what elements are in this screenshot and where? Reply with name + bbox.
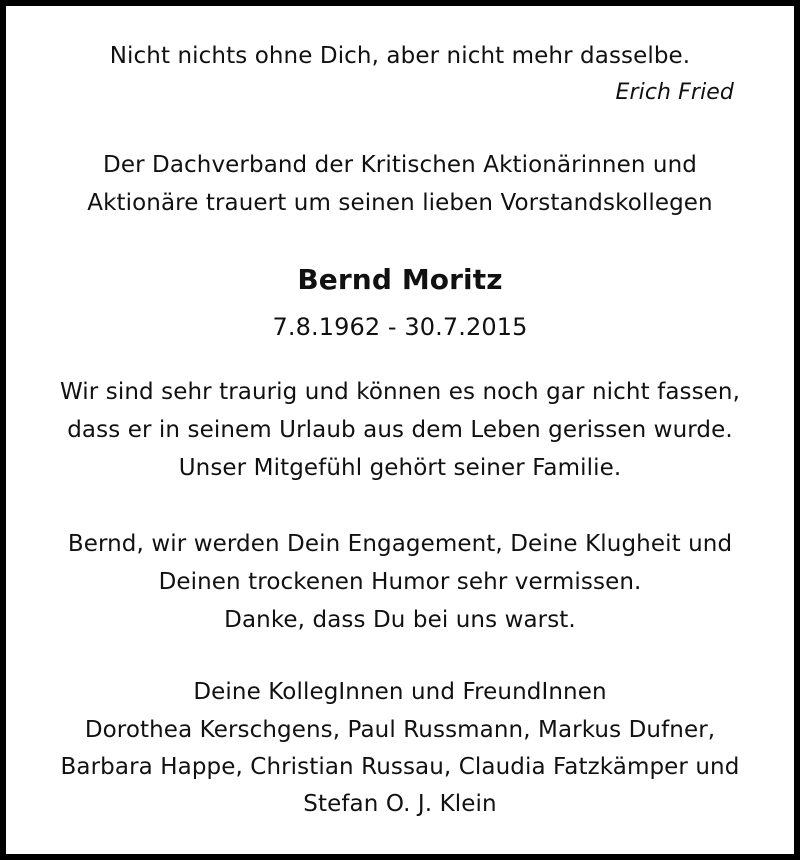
message-line-2: dass er in seinem Urlaub aus dem Leben gerissen wurde. [67,417,733,443]
life-dates: 7.8.1962 - 30.7.2015 [272,313,528,341]
farewell-line-3: Danke, dass Du bei uns warst. [224,607,576,633]
signature-line-2: Dorothea Kerschgens, Paul Russmann, Markus Dufner, [84,717,716,743]
message-line-3: Unser Mitgefühl gehört seiner Familie. [178,455,622,481]
quote-text: Nicht nichts ohne Dich, aber nicht mehr dasselbe. [109,43,691,69]
intro-line-2: Aktionäre trauert um seinen lieben Vorstandskollegen [87,190,713,216]
quote-author: Erich Fried [615,80,734,105]
intro-line-1: Der Dachverband der Kritischen Aktionärinnen und [103,152,697,178]
farewell-line-2: Deinen trockenen Humor sehr vermissen. [158,569,642,595]
message-line-1: Wir sind sehr traurig und können es noch gar nicht fassen, [59,379,741,405]
signature-line-1: Deine KollegInnen und FreundInnen [193,679,607,705]
farewell-line-1: Bernd, wir werden Dein Engagement, Deine Klugheit und [67,531,733,557]
signature-line-3: Barbara Happe, Christian Russau, Claudia Fatzkämper und [60,754,740,780]
deceased-name: Bernd Moritz [297,263,503,296]
signature-line-4: Stefan O. J. Klein [303,791,497,817]
